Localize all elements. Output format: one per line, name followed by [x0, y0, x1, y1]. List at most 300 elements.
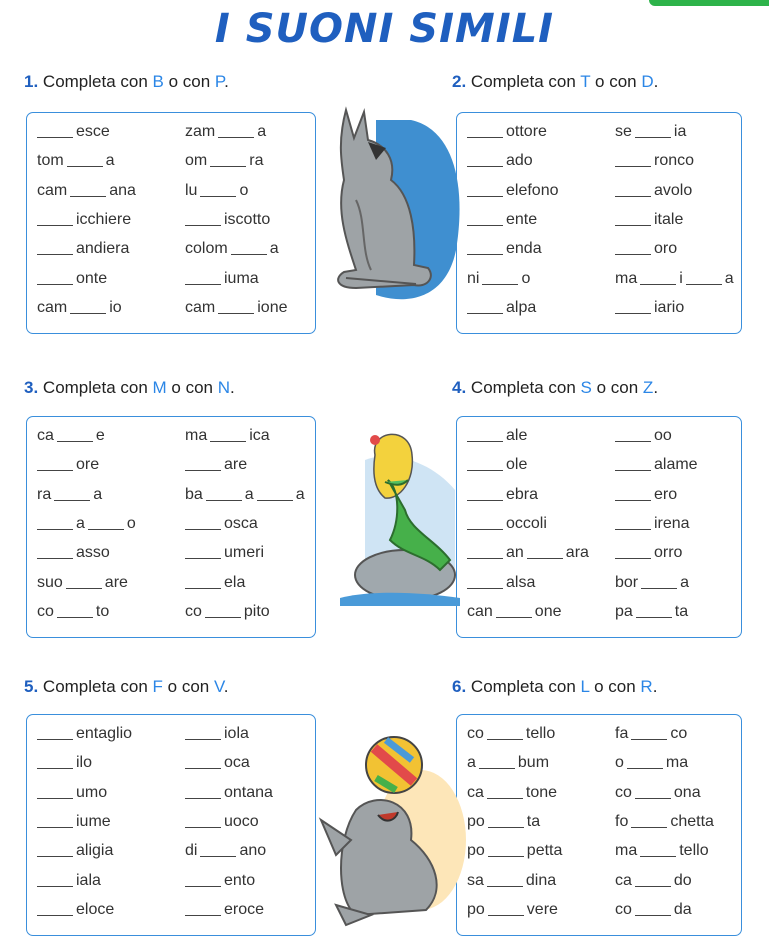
fill-blank[interactable] — [37, 754, 73, 769]
word-item — [37, 813, 111, 831]
word-item — [185, 240, 279, 258]
fill-blank[interactable] — [487, 872, 523, 887]
fill-blank[interactable] — [37, 901, 73, 916]
word-fragment: iscotto — [224, 210, 271, 228]
word-item — [467, 152, 533, 170]
word-item — [467, 872, 556, 890]
word-fragment: petta — [526, 842, 563, 860]
word-fragment: itale — [654, 210, 684, 228]
exercise-row — [457, 211, 741, 233]
word-item — [615, 842, 709, 860]
fill-blank[interactable] — [615, 427, 651, 442]
fill-blank[interactable] — [635, 872, 671, 887]
word-item — [467, 270, 530, 288]
fill-blank[interactable] — [57, 427, 93, 442]
word-item — [615, 240, 677, 258]
word-item — [467, 123, 547, 141]
word-fragment: pito — [243, 602, 270, 620]
exercise-row — [27, 456, 315, 478]
fill-blank[interactable] — [205, 603, 241, 618]
word-item — [37, 299, 122, 317]
fill-blank[interactable] — [467, 486, 503, 501]
exercise-number: 5. — [24, 677, 39, 696]
fill-blank[interactable] — [488, 813, 524, 828]
fill-blank[interactable] — [467, 299, 503, 314]
fill-blank[interactable] — [467, 211, 503, 226]
fill-blank[interactable] — [185, 784, 221, 799]
word-item — [185, 486, 305, 504]
fill-blank[interactable] — [635, 901, 671, 916]
word-item — [467, 544, 589, 562]
fill-blank[interactable] — [488, 901, 524, 916]
fill-blank[interactable] — [467, 182, 503, 197]
fill-blank[interactable] — [487, 784, 523, 799]
word-fragment: ona — [673, 783, 701, 801]
heading-text: . — [653, 378, 659, 397]
fill-blank[interactable] — [487, 725, 523, 740]
word-fragment: are — [104, 573, 128, 591]
fill-blank[interactable] — [67, 152, 103, 167]
word-fragment: esce — [76, 123, 110, 140]
word-fragment: one — [534, 602, 562, 620]
word-fragment: ta — [526, 812, 541, 830]
fill-blank[interactable] — [185, 813, 221, 828]
fill-blank[interactable] — [200, 842, 236, 857]
word-item — [185, 182, 248, 200]
word-item — [467, 299, 536, 317]
word-fragment: pa — [615, 602, 633, 620]
fill-blank[interactable] — [37, 842, 73, 857]
word-item — [615, 603, 688, 621]
target-letter: P — [214, 72, 225, 91]
fill-blank[interactable] — [37, 813, 73, 828]
word-fragment: ione — [257, 298, 288, 316]
exercise-row — [457, 784, 741, 806]
fill-blank[interactable] — [37, 211, 73, 226]
fill-blank[interactable] — [467, 515, 503, 530]
fill-blank[interactable] — [185, 754, 221, 769]
fill-blank[interactable] — [615, 515, 651, 530]
fill-blank[interactable] — [257, 486, 293, 501]
fill-blank[interactable] — [218, 299, 254, 314]
word-item — [615, 754, 688, 772]
word-item — [185, 299, 287, 317]
word-fragment: irena — [654, 514, 690, 532]
word-fragment: lu — [185, 181, 198, 199]
exercise-heading — [452, 72, 658, 92]
word-fragment: o — [239, 181, 249, 199]
word-fragment: ano — [239, 842, 267, 860]
word-fragment: icchiere — [76, 210, 132, 228]
word-item — [37, 515, 136, 533]
word-item — [37, 754, 92, 772]
exercise-row — [457, 240, 741, 262]
word-fragment: ca — [467, 783, 484, 801]
word-fragment: eroce — [224, 900, 265, 918]
fill-blank[interactable] — [218, 123, 254, 138]
word-item — [615, 901, 692, 919]
word-item — [467, 754, 549, 772]
word-item — [615, 211, 683, 229]
heading-text: o con — [591, 378, 643, 397]
word-fragment: po — [467, 812, 485, 830]
word-fragment: co — [615, 783, 632, 801]
fill-blank[interactable] — [210, 152, 246, 167]
word-item — [185, 872, 255, 890]
fill-blank[interactable] — [615, 182, 651, 197]
word-fragment: can — [467, 602, 493, 620]
word-fragment: a — [105, 152, 115, 170]
fill-blank[interactable] — [635, 784, 671, 799]
fill-blank[interactable] — [200, 182, 236, 197]
exercise-row — [457, 574, 741, 596]
word-item — [615, 544, 682, 562]
word-fragment: o — [521, 269, 531, 287]
word-fragment: ana — [109, 181, 136, 199]
word-fragment: ento — [224, 871, 256, 889]
word-fragment: co — [37, 602, 54, 620]
fill-blank[interactable] — [185, 725, 221, 740]
fill-blank[interactable] — [635, 123, 671, 138]
word-item — [37, 901, 114, 919]
word-fragment: iume — [76, 812, 111, 830]
word-fragment: dina — [525, 871, 557, 889]
fill-blank[interactable] — [615, 240, 651, 255]
word-item — [467, 842, 562, 860]
fill-blank[interactable] — [467, 544, 503, 559]
word-item — [467, 901, 558, 919]
word-item — [37, 211, 131, 229]
word-fragment: cam — [185, 298, 216, 316]
word-item — [185, 544, 264, 562]
fill-blank[interactable] — [37, 123, 73, 138]
word-fragment: entaglio — [76, 725, 133, 742]
target-letter: Z — [642, 378, 654, 397]
fill-blank[interactable] — [615, 299, 651, 314]
word-item — [467, 574, 535, 592]
exercise-row — [457, 813, 741, 835]
fill-blank[interactable] — [615, 152, 651, 167]
word-fragment: a — [295, 485, 305, 503]
word-fragment: ore — [76, 456, 100, 474]
fill-blank[interactable] — [615, 486, 651, 501]
word-fragment: occoli — [506, 514, 547, 532]
fill-blank[interactable] — [185, 901, 221, 916]
word-fragment: ra — [37, 485, 52, 503]
exercise-row — [457, 754, 741, 776]
exercise-heading — [24, 677, 228, 697]
word-fragment: a — [257, 123, 267, 140]
word-fragment: ronco — [654, 152, 695, 170]
word-fragment: osca — [224, 514, 258, 532]
exercise-row — [27, 152, 315, 174]
exercise-row — [457, 486, 741, 508]
fill-blank[interactable] — [482, 270, 518, 285]
fill-blank[interactable] — [640, 842, 676, 857]
exercise-row — [27, 901, 315, 923]
fill-blank[interactable] — [641, 574, 677, 589]
exercise-row — [457, 299, 741, 321]
exercise-number: 3. — [24, 378, 39, 397]
heading-text: o con — [163, 72, 215, 91]
fill-blank[interactable] — [185, 872, 221, 887]
word-fragment: o — [615, 754, 624, 772]
target-letter: F — [152, 677, 163, 696]
fill-blank[interactable] — [37, 725, 73, 740]
exercise-row — [27, 240, 315, 262]
word-fragment: enda — [506, 240, 542, 258]
target-letter: B — [152, 72, 164, 91]
exercise-row — [27, 211, 315, 233]
exercise-row — [27, 725, 315, 747]
fill-blank[interactable] — [631, 725, 667, 740]
word-fragment: ado — [506, 152, 533, 170]
fill-blank[interactable] — [37, 872, 73, 887]
exercise-row — [457, 152, 741, 174]
fill-blank[interactable] — [686, 270, 722, 285]
word-item — [185, 813, 259, 831]
target-letter: S — [580, 378, 592, 397]
fill-blank[interactable] — [37, 456, 73, 471]
target-letter: R — [640, 677, 653, 696]
word-item — [467, 603, 562, 621]
word-fragment: suo — [37, 573, 63, 591]
fill-blank[interactable] — [627, 754, 663, 769]
word-item — [37, 270, 107, 288]
word-fragment: ente — [506, 210, 538, 228]
word-fragment: do — [673, 871, 692, 889]
word-fragment: e — [95, 427, 105, 444]
exercise-number: 1. — [24, 72, 39, 91]
fill-blank[interactable] — [467, 456, 503, 471]
word-fragment: a — [269, 240, 279, 258]
word-item — [467, 456, 527, 474]
fill-blank[interactable] — [206, 486, 242, 501]
word-fragment: are — [224, 456, 248, 474]
word-fragment: ba — [185, 485, 203, 503]
fill-blank[interactable] — [57, 603, 93, 618]
heading-text: Completa con — [38, 72, 153, 91]
word-item — [185, 152, 263, 170]
word-item — [615, 427, 672, 445]
exercise-heading — [452, 378, 658, 398]
exercise-row — [457, 544, 741, 566]
exercise-row — [27, 270, 315, 292]
word-item — [615, 486, 677, 504]
fill-blank[interactable] — [185, 574, 221, 589]
heading-text: . — [223, 677, 229, 696]
word-item — [615, 299, 684, 317]
exercise-row — [457, 515, 741, 537]
word-fragment: cam — [37, 181, 68, 199]
word-item — [467, 211, 537, 229]
heading-text: o con — [162, 677, 214, 696]
fill-blank[interactable] — [210, 427, 246, 442]
fill-blank[interactable] — [185, 211, 221, 226]
word-item — [185, 603, 270, 621]
fill-blank[interactable] — [54, 486, 90, 501]
exercise-row — [457, 603, 741, 625]
heading-text: Completa con — [466, 72, 581, 91]
fill-blank[interactable] — [467, 240, 503, 255]
seal-illustration — [316, 720, 466, 930]
word-fragment: ma — [185, 427, 208, 444]
fill-blank[interactable] — [185, 270, 221, 285]
fill-blank[interactable] — [615, 211, 651, 226]
word-fragment: tom — [37, 152, 64, 170]
word-fragment: alame — [654, 456, 698, 474]
word-item — [185, 725, 249, 743]
word-fragment: ma — [665, 754, 689, 772]
word-fragment: colom — [185, 240, 228, 258]
word-fragment: orro — [654, 544, 683, 562]
word-item — [37, 574, 128, 592]
word-fragment: oro — [654, 240, 678, 258]
word-fragment: aligia — [76, 842, 114, 860]
exercise-row — [27, 544, 315, 566]
word-fragment: sa — [467, 871, 484, 889]
fill-blank[interactable] — [37, 270, 73, 285]
exercise-row — [27, 299, 315, 321]
heading-text: . — [224, 72, 229, 91]
word-fragment: ma — [615, 269, 638, 287]
exercise-box — [26, 112, 316, 334]
word-fragment: ra — [249, 152, 264, 170]
word-fragment: ara — [565, 544, 589, 562]
word-fragment: da — [673, 900, 692, 918]
fill-blank[interactable] — [185, 456, 221, 471]
word-fragment: a — [76, 514, 85, 532]
target-letter: N — [217, 378, 231, 397]
target-letter: L — [580, 677, 590, 696]
word-item — [615, 872, 692, 890]
word-fragment: co — [185, 602, 202, 620]
fill-blank[interactable] — [488, 842, 524, 857]
fill-blank[interactable] — [467, 427, 503, 442]
word-fragment: po — [467, 900, 485, 918]
exercise-row — [27, 515, 315, 537]
word-item — [185, 456, 247, 474]
fill-blank[interactable] — [231, 240, 267, 255]
fill-blank[interactable] — [615, 544, 651, 559]
word-fragment: uoco — [224, 812, 259, 830]
word-item — [467, 182, 559, 200]
wolf-illustration — [316, 100, 466, 310]
word-fragment: ela — [224, 573, 246, 591]
fill-blank[interactable] — [527, 544, 563, 559]
fill-blank[interactable] — [467, 152, 503, 167]
word-item — [37, 842, 113, 860]
exercise-row — [457, 456, 741, 478]
fill-blank[interactable] — [467, 123, 503, 138]
word-item — [615, 182, 692, 200]
word-item — [185, 427, 270, 445]
fill-blank[interactable] — [37, 515, 73, 530]
word-fragment: to — [95, 602, 110, 620]
fill-blank[interactable] — [479, 754, 515, 769]
exercise-row — [27, 182, 315, 204]
word-item — [185, 784, 273, 802]
word-fragment: iario — [654, 298, 685, 316]
word-fragment: ta — [674, 602, 689, 620]
fill-blank[interactable] — [631, 813, 667, 828]
word-fragment: ole — [506, 456, 528, 474]
word-fragment: po — [467, 842, 485, 860]
target-letter: T — [580, 72, 591, 91]
target-letter: M — [152, 378, 167, 397]
word-item — [185, 123, 266, 141]
exercise-row — [457, 872, 741, 894]
word-item — [467, 813, 540, 831]
word-item — [37, 123, 110, 141]
word-item — [37, 603, 109, 621]
word-fragment: alpa — [506, 298, 537, 316]
target-letter: D — [641, 72, 654, 91]
word-item — [37, 872, 101, 890]
fill-blank[interactable] — [185, 544, 221, 559]
fill-blank[interactable] — [88, 515, 124, 530]
exercise-heading — [24, 72, 229, 92]
word-item — [185, 754, 250, 772]
fill-blank[interactable] — [615, 456, 651, 471]
fill-blank[interactable] — [467, 574, 503, 589]
fill-blank[interactable] — [37, 240, 73, 255]
exercise-row — [27, 486, 315, 508]
heading-text: . — [653, 72, 659, 91]
word-item — [37, 486, 102, 504]
word-fragment: om — [185, 152, 208, 170]
exercise-heading — [452, 677, 657, 697]
heading-text: Completa con — [466, 378, 581, 397]
fill-blank[interactable] — [37, 544, 73, 559]
word-item — [467, 486, 538, 504]
word-fragment: a — [244, 485, 254, 503]
word-item — [37, 240, 129, 258]
word-fragment: asso — [76, 544, 110, 562]
fill-blank[interactable] — [66, 574, 102, 589]
fill-blank[interactable] — [640, 270, 676, 285]
word-item — [467, 784, 557, 802]
word-fragment: co — [615, 900, 632, 918]
word-fragment: co — [467, 725, 484, 742]
fill-blank[interactable] — [496, 603, 532, 618]
word-fragment: a — [680, 573, 690, 591]
exercise-row — [27, 754, 315, 776]
word-item — [615, 270, 734, 288]
word-fragment: a — [724, 269, 734, 287]
word-fragment: ontana — [224, 783, 273, 801]
word-item — [615, 725, 687, 743]
word-item — [615, 456, 698, 474]
heading-text: Completa con — [38, 378, 153, 397]
word-fragment: iala — [76, 871, 101, 889]
word-fragment: o — [126, 514, 136, 532]
exercise-row — [27, 784, 315, 806]
fill-blank[interactable] — [185, 515, 221, 530]
word-item — [467, 515, 547, 533]
word-fragment: ebra — [506, 485, 539, 503]
word-fragment: ottore — [506, 123, 547, 140]
fill-blank[interactable] — [70, 299, 106, 314]
fill-blank[interactable] — [636, 603, 672, 618]
fill-blank[interactable] — [37, 784, 73, 799]
heading-text: o con — [590, 72, 642, 91]
exercise-box — [26, 416, 316, 638]
fill-blank[interactable] — [70, 182, 106, 197]
word-fragment: di — [185, 842, 198, 860]
exercise-box — [456, 714, 742, 936]
word-fragment: alsa — [506, 573, 536, 591]
